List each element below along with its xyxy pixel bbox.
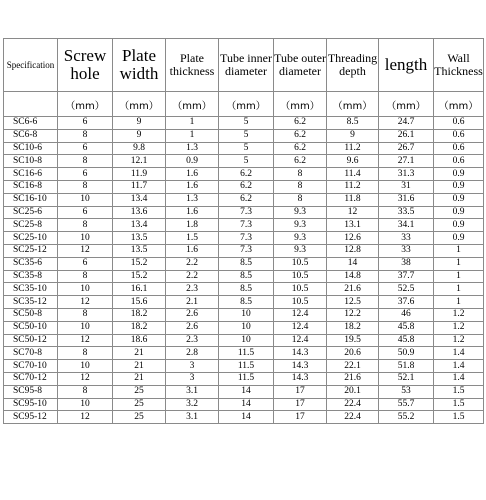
unit-cell: （mm） xyxy=(166,92,219,117)
value-cell: 21 xyxy=(113,347,166,360)
value-cell: 0.9 xyxy=(434,206,484,219)
spec-cell: SC70-12 xyxy=(4,372,58,385)
table-row xyxy=(4,193,484,206)
value-cell: 1.2 xyxy=(434,321,484,334)
value-cell: 6 xyxy=(58,168,113,181)
value-cell: 12 xyxy=(58,244,113,257)
value-cell: 10.5 xyxy=(274,270,327,283)
table-header xyxy=(4,39,484,92)
value-cell: 2.2 xyxy=(166,270,219,283)
value-cell: 14 xyxy=(219,411,274,424)
value-cell: 11.2 xyxy=(327,180,379,193)
value-cell: 22.4 xyxy=(327,411,379,424)
value-cell: 1 xyxy=(434,257,484,270)
value-cell: 0.6 xyxy=(434,129,484,142)
table-row xyxy=(4,270,484,283)
value-cell: 7.3 xyxy=(219,219,274,232)
value-cell: 11.5 xyxy=(219,347,274,360)
table-body xyxy=(4,92,484,424)
value-cell: 1.5 xyxy=(434,398,484,411)
spec-cell: SC25-6 xyxy=(4,206,58,219)
value-cell: 9 xyxy=(113,117,166,130)
table-row xyxy=(4,308,484,321)
header-threading-depth: Threading depth xyxy=(327,39,379,92)
value-cell: 8 xyxy=(58,180,113,193)
header-plate-thickness: Plate thickness xyxy=(166,39,219,92)
value-cell: 8.5 xyxy=(219,296,274,309)
value-cell: 10 xyxy=(58,360,113,373)
value-cell: 7.3 xyxy=(219,244,274,257)
value-cell: 10 xyxy=(219,308,274,321)
value-cell: 2.1 xyxy=(166,296,219,309)
value-cell: 12.5 xyxy=(327,296,379,309)
value-cell: 46 xyxy=(379,308,434,321)
spec-cell: SC35-10 xyxy=(4,283,58,296)
value-cell: 31 xyxy=(379,180,434,193)
value-cell: 6 xyxy=(58,257,113,270)
spec-cell: SC50-12 xyxy=(4,334,58,347)
value-cell: 18.2 xyxy=(113,308,166,321)
spec-cell: SC95-10 xyxy=(4,398,58,411)
value-cell: 8 xyxy=(58,270,113,283)
value-cell: 25 xyxy=(113,385,166,398)
value-cell: 5 xyxy=(219,129,274,142)
value-cell: 20.6 xyxy=(327,347,379,360)
value-cell: 11.5 xyxy=(219,360,274,373)
table-row xyxy=(4,347,484,360)
value-cell: 21 xyxy=(113,360,166,373)
value-cell: 27.1 xyxy=(379,155,434,168)
value-cell: 15.2 xyxy=(113,257,166,270)
value-cell: 6.2 xyxy=(274,142,327,155)
value-cell: 9.3 xyxy=(274,219,327,232)
value-cell: 3.1 xyxy=(166,385,219,398)
spec-cell: SC35-6 xyxy=(4,257,58,270)
value-cell: 13.4 xyxy=(113,219,166,232)
value-cell: 12 xyxy=(58,411,113,424)
value-cell: 2.2 xyxy=(166,257,219,270)
value-cell: 7.3 xyxy=(219,232,274,245)
value-cell: 8 xyxy=(274,168,327,181)
header-wall-thickness: Wall Thickness xyxy=(434,39,484,92)
spec-cell: SC50-8 xyxy=(4,308,58,321)
value-cell: 17 xyxy=(274,411,327,424)
value-cell: 50.9 xyxy=(379,347,434,360)
value-cell: 38 xyxy=(379,257,434,270)
value-cell: 18.2 xyxy=(113,321,166,334)
value-cell: 5 xyxy=(219,155,274,168)
value-cell: 8 xyxy=(58,347,113,360)
spec-cell: SC6-8 xyxy=(4,129,58,142)
value-cell: 8 xyxy=(274,193,327,206)
value-cell: 10 xyxy=(58,232,113,245)
value-cell: 22.4 xyxy=(327,398,379,411)
value-cell: 21 xyxy=(113,372,166,385)
table-row xyxy=(4,257,484,270)
unit-cell: （mm） xyxy=(434,92,484,117)
table-row xyxy=(4,180,484,193)
unit-cell: （mm） xyxy=(274,92,327,117)
table-row xyxy=(4,117,484,130)
value-cell: 13.6 xyxy=(113,206,166,219)
value-cell: 6 xyxy=(58,206,113,219)
value-cell: 11.5 xyxy=(219,372,274,385)
value-cell: 0.9 xyxy=(434,168,484,181)
value-cell: 2.3 xyxy=(166,283,219,296)
table-row xyxy=(4,321,484,334)
value-cell: 18.2 xyxy=(327,321,379,334)
value-cell: 10.5 xyxy=(274,257,327,270)
value-cell: 12.6 xyxy=(327,232,379,245)
spec-cell: SC95-8 xyxy=(4,385,58,398)
table-row xyxy=(4,296,484,309)
spec-cell: SC10-6 xyxy=(4,142,58,155)
value-cell: 12 xyxy=(58,296,113,309)
value-cell: 22.1 xyxy=(327,360,379,373)
value-cell: 14.3 xyxy=(274,347,327,360)
value-cell: 11.8 xyxy=(327,193,379,206)
spec-cell: SC6-6 xyxy=(4,117,58,130)
value-cell: 12 xyxy=(58,372,113,385)
spec-cell: SC25-10 xyxy=(4,232,58,245)
value-cell: 11.7 xyxy=(113,180,166,193)
value-cell: 33.5 xyxy=(379,206,434,219)
value-cell: 31.3 xyxy=(379,168,434,181)
value-cell: 13.1 xyxy=(327,219,379,232)
value-cell: 1.6 xyxy=(166,168,219,181)
value-cell: 18.6 xyxy=(113,334,166,347)
value-cell: 9.6 xyxy=(327,155,379,168)
value-cell: 8.5 xyxy=(327,117,379,130)
value-cell: 12.4 xyxy=(274,334,327,347)
value-cell: 1.3 xyxy=(166,193,219,206)
header-tube-outer-diameter: Tube outer diameter xyxy=(274,39,327,92)
value-cell: 11.4 xyxy=(327,168,379,181)
value-cell: 8.5 xyxy=(219,283,274,296)
value-cell: 21.6 xyxy=(327,283,379,296)
value-cell: 1 xyxy=(434,283,484,296)
header-row xyxy=(4,39,484,92)
value-cell: 11.9 xyxy=(113,168,166,181)
value-cell: 13.5 xyxy=(113,232,166,245)
table-row xyxy=(4,411,484,424)
unit-cell: （mm） xyxy=(58,92,113,117)
value-cell: 20.1 xyxy=(327,385,379,398)
unit-cell: （mm） xyxy=(113,92,166,117)
value-cell: 6 xyxy=(58,117,113,130)
value-cell: 12.4 xyxy=(274,321,327,334)
value-cell: 3 xyxy=(166,360,219,373)
value-cell: 14 xyxy=(219,385,274,398)
value-cell: 1 xyxy=(434,244,484,257)
unit-cell: （mm） xyxy=(327,92,379,117)
value-cell: 45.8 xyxy=(379,334,434,347)
value-cell: 1.5 xyxy=(166,232,219,245)
spec-cell: SC70-8 xyxy=(4,347,58,360)
value-cell: 2.3 xyxy=(166,334,219,347)
value-cell: 0.6 xyxy=(434,117,484,130)
value-cell: 1 xyxy=(434,296,484,309)
spec-cell: SC35-8 xyxy=(4,270,58,283)
value-cell: 6.2 xyxy=(274,129,327,142)
table-row xyxy=(4,168,484,181)
value-cell: 0.9 xyxy=(166,155,219,168)
value-cell: 1.5 xyxy=(434,411,484,424)
value-cell: 0.9 xyxy=(434,232,484,245)
value-cell: 12.1 xyxy=(113,155,166,168)
value-cell: 15.6 xyxy=(113,296,166,309)
value-cell: 1.4 xyxy=(434,360,484,373)
value-cell: 15.2 xyxy=(113,270,166,283)
value-cell: 8 xyxy=(58,129,113,142)
unit-cell xyxy=(4,92,58,117)
value-cell: 12.4 xyxy=(274,308,327,321)
value-cell: 37.6 xyxy=(379,296,434,309)
value-cell: 6 xyxy=(58,142,113,155)
value-cell: 14.3 xyxy=(274,372,327,385)
value-cell: 8 xyxy=(58,308,113,321)
value-cell: 21.6 xyxy=(327,372,379,385)
spec-cell: SC16-8 xyxy=(4,180,58,193)
value-cell: 0.9 xyxy=(434,180,484,193)
value-cell: 12 xyxy=(327,206,379,219)
value-cell: 52.5 xyxy=(379,283,434,296)
value-cell: 10 xyxy=(58,283,113,296)
value-cell: 37.7 xyxy=(379,270,434,283)
value-cell: 0.6 xyxy=(434,142,484,155)
value-cell: 14.3 xyxy=(274,360,327,373)
value-cell: 10 xyxy=(219,321,274,334)
value-cell: 1 xyxy=(166,129,219,142)
table-row xyxy=(4,360,484,373)
value-cell: 16.1 xyxy=(113,283,166,296)
value-cell: 0.9 xyxy=(434,219,484,232)
value-cell: 10 xyxy=(58,398,113,411)
table-row xyxy=(4,385,484,398)
value-cell: 3.1 xyxy=(166,411,219,424)
value-cell: 55.2 xyxy=(379,411,434,424)
value-cell: 7.3 xyxy=(219,206,274,219)
value-cell: 9.8 xyxy=(113,142,166,155)
spec-table xyxy=(3,38,484,424)
value-cell: 1.3 xyxy=(166,142,219,155)
value-cell: 53 xyxy=(379,385,434,398)
value-cell: 19.5 xyxy=(327,334,379,347)
value-cell: 25 xyxy=(113,398,166,411)
value-cell: 9.3 xyxy=(274,232,327,245)
table-row xyxy=(4,129,484,142)
value-cell: 6.2 xyxy=(274,155,327,168)
value-cell: 17 xyxy=(274,385,327,398)
value-cell: 9.3 xyxy=(274,206,327,219)
value-cell: 14.8 xyxy=(327,270,379,283)
table-row xyxy=(4,244,484,257)
value-cell: 52.1 xyxy=(379,372,434,385)
table-row xyxy=(4,206,484,219)
value-cell: 17 xyxy=(274,398,327,411)
value-cell: 9 xyxy=(327,129,379,142)
value-cell: 1.8 xyxy=(166,219,219,232)
header-tube-inner-diameter: Tube inner diameter xyxy=(219,39,274,92)
spec-cell: SC70-10 xyxy=(4,360,58,373)
spec-cell: SC50-10 xyxy=(4,321,58,334)
value-cell: 8 xyxy=(58,155,113,168)
value-cell: 3.2 xyxy=(166,398,219,411)
value-cell: 1.5 xyxy=(434,385,484,398)
value-cell: 6.2 xyxy=(219,180,274,193)
header-length: length xyxy=(379,39,434,92)
header-plate-width: Plate width xyxy=(113,39,166,92)
spec-cell: SC16-10 xyxy=(4,193,58,206)
value-cell: 6.2 xyxy=(274,117,327,130)
spec-cell: SC25-12 xyxy=(4,244,58,257)
spec-cell: SC25-8 xyxy=(4,219,58,232)
value-cell: 10 xyxy=(219,334,274,347)
header-screw-hole: Screw hole xyxy=(58,39,113,92)
value-cell: 10 xyxy=(58,321,113,334)
value-cell: 3 xyxy=(166,372,219,385)
value-cell: 1.4 xyxy=(434,372,484,385)
table-row xyxy=(4,283,484,296)
unit-row xyxy=(4,92,484,117)
table-row xyxy=(4,372,484,385)
table-row xyxy=(4,232,484,245)
table-row xyxy=(4,142,484,155)
value-cell: 5 xyxy=(219,142,274,155)
value-cell: 6.2 xyxy=(219,168,274,181)
value-cell: 10.5 xyxy=(274,296,327,309)
value-cell: 12.8 xyxy=(327,244,379,257)
value-cell: 1.4 xyxy=(434,347,484,360)
value-cell: 10 xyxy=(58,193,113,206)
unit-cell: （mm） xyxy=(219,92,274,117)
value-cell: 25 xyxy=(113,411,166,424)
value-cell: 8 xyxy=(274,180,327,193)
value-cell: 1.2 xyxy=(434,308,484,321)
value-cell: 1.6 xyxy=(166,206,219,219)
value-cell: 11.2 xyxy=(327,142,379,155)
value-cell: 26.7 xyxy=(379,142,434,155)
value-cell: 8.5 xyxy=(219,270,274,283)
value-cell: 6.2 xyxy=(219,193,274,206)
value-cell: 1 xyxy=(434,270,484,283)
value-cell: 8 xyxy=(58,219,113,232)
table-row xyxy=(4,219,484,232)
table-row xyxy=(4,155,484,168)
value-cell: 5 xyxy=(219,117,274,130)
value-cell: 1.2 xyxy=(434,334,484,347)
unit-cell: （mm） xyxy=(379,92,434,117)
value-cell: 2.8 xyxy=(166,347,219,360)
value-cell: 33 xyxy=(379,244,434,257)
spec-cell: SC10-8 xyxy=(4,155,58,168)
header-specification: Specification xyxy=(4,39,58,92)
value-cell: 12.2 xyxy=(327,308,379,321)
value-cell: 1.6 xyxy=(166,180,219,193)
value-cell: 33 xyxy=(379,232,434,245)
value-cell: 31.6 xyxy=(379,193,434,206)
value-cell: 8.5 xyxy=(219,257,274,270)
value-cell: 34.1 xyxy=(379,219,434,232)
value-cell: 12 xyxy=(58,334,113,347)
table-row xyxy=(4,398,484,411)
value-cell: 2.6 xyxy=(166,308,219,321)
value-cell: 2.6 xyxy=(166,321,219,334)
value-cell: 1 xyxy=(166,117,219,130)
value-cell: 9 xyxy=(113,129,166,142)
value-cell: 0.6 xyxy=(434,155,484,168)
value-cell: 10.5 xyxy=(274,283,327,296)
spec-cell: SC35-12 xyxy=(4,296,58,309)
value-cell: 9.3 xyxy=(274,244,327,257)
value-cell: 14 xyxy=(219,398,274,411)
table-row xyxy=(4,334,484,347)
value-cell: 1.6 xyxy=(166,244,219,257)
value-cell: 55.7 xyxy=(379,398,434,411)
value-cell: 0.9 xyxy=(434,193,484,206)
value-cell: 51.8 xyxy=(379,360,434,373)
value-cell: 13.5 xyxy=(113,244,166,257)
value-cell: 13.4 xyxy=(113,193,166,206)
spec-cell: SC95-12 xyxy=(4,411,58,424)
value-cell: 14 xyxy=(327,257,379,270)
value-cell: 8 xyxy=(58,385,113,398)
spec-cell: SC16-6 xyxy=(4,168,58,181)
value-cell: 26.1 xyxy=(379,129,434,142)
value-cell: 24.7 xyxy=(379,117,434,130)
value-cell: 45.8 xyxy=(379,321,434,334)
